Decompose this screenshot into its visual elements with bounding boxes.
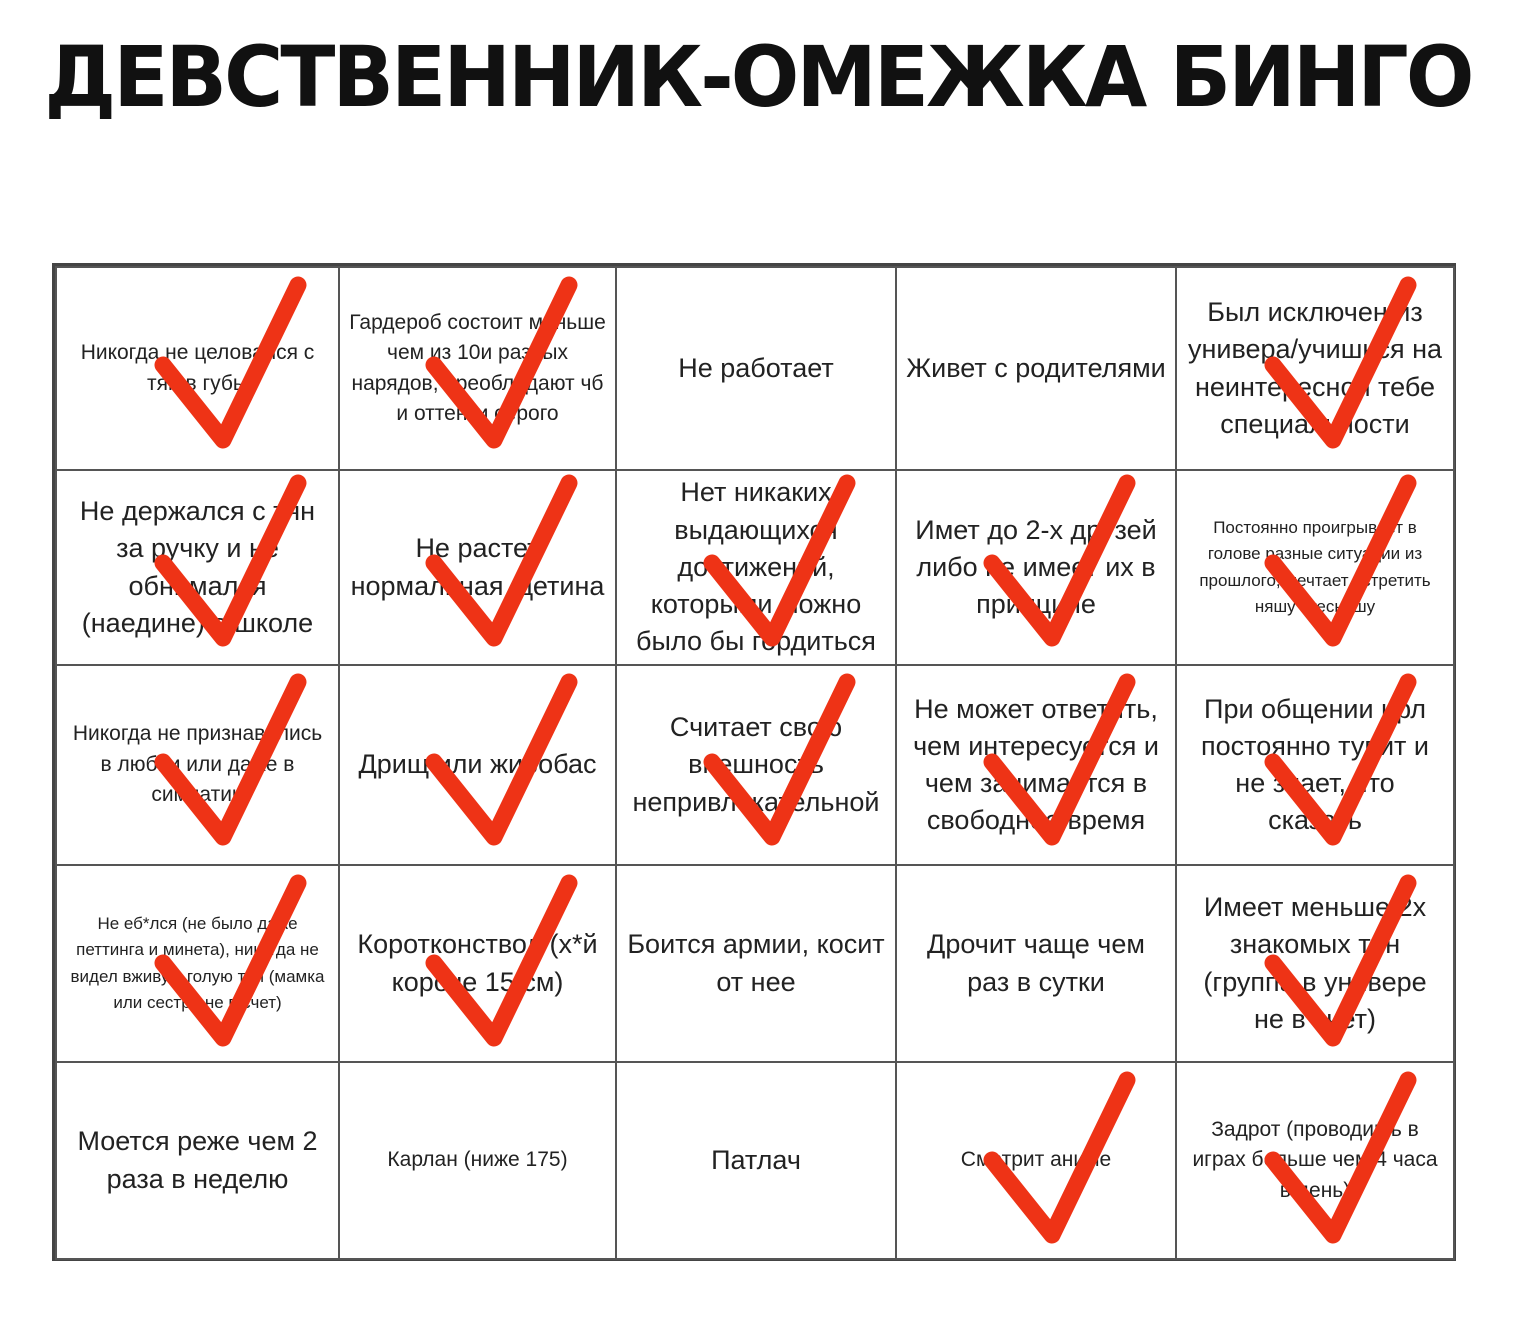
bingo-cell-text: Никогда не целовался с тян в губы xyxy=(80,341,315,395)
bingo-cell-text: Никогда не признавались в любви или даже в симпатии xyxy=(72,722,323,807)
bingo-cell-text: Не растет нормальная щетина xyxy=(350,533,605,601)
bingo-cell xyxy=(615,664,897,866)
bingo-cell-text: Нет никаких выдающихся достижений, которыми можно было бы гордиться xyxy=(636,477,876,657)
bingo-cell-text: Дрочит чаще чем раз в сутки xyxy=(927,929,1145,997)
bingo-cell xyxy=(338,469,617,666)
bingo-cell xyxy=(895,664,1177,866)
bingo-grid xyxy=(55,266,1453,1258)
bingo-cell xyxy=(895,469,1177,666)
bingo-cell-text: Не может ответить, чем интересуется и чем занимается в свободное время xyxy=(913,693,1159,836)
bingo-cell xyxy=(55,664,340,866)
bingo-cell-text: Живет с родителями xyxy=(906,352,1166,383)
bingo-cell-text: Моется реже чем 2 раза в неделю xyxy=(77,1126,318,1194)
bingo-cell-text: Имет до 2-х друзей либо не имеет их в принципе xyxy=(915,514,1157,620)
bingo-cell xyxy=(338,864,617,1063)
bingo-cell-text: Был исключен из универа/учишься на неинтересной тебе специальности xyxy=(1187,297,1442,439)
bingo-cell-text: Боится армии, косит от нее xyxy=(627,929,885,997)
bingo-cell xyxy=(1175,469,1455,666)
bingo-cell xyxy=(55,266,340,471)
bingo-cell xyxy=(338,1061,617,1260)
bingo-cell xyxy=(615,1061,897,1260)
bingo-cell xyxy=(1175,664,1455,866)
bingo-cell xyxy=(895,864,1177,1063)
bingo-cell xyxy=(615,864,897,1063)
bingo-cell-text: Не работает xyxy=(678,352,834,383)
bingo-cell-text: Патлач xyxy=(711,1144,801,1175)
bingo-cell-text: Имеет меньше 2х знакомых тян (группа в универе не в счет) xyxy=(1203,892,1427,1034)
bingo-cell xyxy=(895,1061,1177,1260)
bingo-cell-text: Коротконствол (х*й короче 15 см) xyxy=(357,929,598,997)
bingo-cell xyxy=(55,469,340,666)
bingo-cell xyxy=(338,266,617,471)
bingo-cell xyxy=(338,664,617,866)
bingo-cell xyxy=(1175,864,1455,1063)
bingo-cell-text: Не держался с тян за ручку и не обнимался (наедине) в школе xyxy=(79,496,316,638)
bingo-board xyxy=(52,263,1456,1261)
bingo-cell-text: Не еб*лся (не было даже петтинга и минета), никогда не видел вживую голую тян (мамка или сестра не в счет) xyxy=(70,913,325,1012)
bingo-cell xyxy=(615,266,897,471)
bingo-cell-text: Карлан (ниже 175) xyxy=(387,1148,568,1172)
bingo-cell-text: Смотрит аниме xyxy=(960,1148,1112,1172)
page-title: ДЕВСТВЕННИК-ОМЕЖКА БИНГО xyxy=(44,28,1472,126)
bingo-cell-text: При общении ирл постоянно тупит и не знает, что сказать xyxy=(1201,693,1429,836)
bingo-cell xyxy=(1175,1061,1455,1260)
bingo-cell-text: Гардероб состоит меньше чем из 10и разных нарядов, преобладают чб и оттенки серого xyxy=(349,310,606,425)
bingo-cell xyxy=(1175,266,1455,471)
bingo-cell xyxy=(895,266,1177,471)
bingo-cell-text: Дрищ или жиробас xyxy=(358,749,597,780)
bingo-cell-text: Задрот (проводишь в играх больше чем 4 часа в день) xyxy=(1192,1117,1438,1202)
bingo-cell xyxy=(55,1061,340,1260)
bingo-cell xyxy=(615,469,897,666)
bingo-cell xyxy=(55,864,340,1063)
bingo-cell-text: Считает свою внешность непривлекательной xyxy=(632,712,880,817)
bingo-cell-text: Постоянно проигрывает в голове разные ситуации из прошлого, мечтает встретить няшу стесняшу xyxy=(1199,517,1431,616)
